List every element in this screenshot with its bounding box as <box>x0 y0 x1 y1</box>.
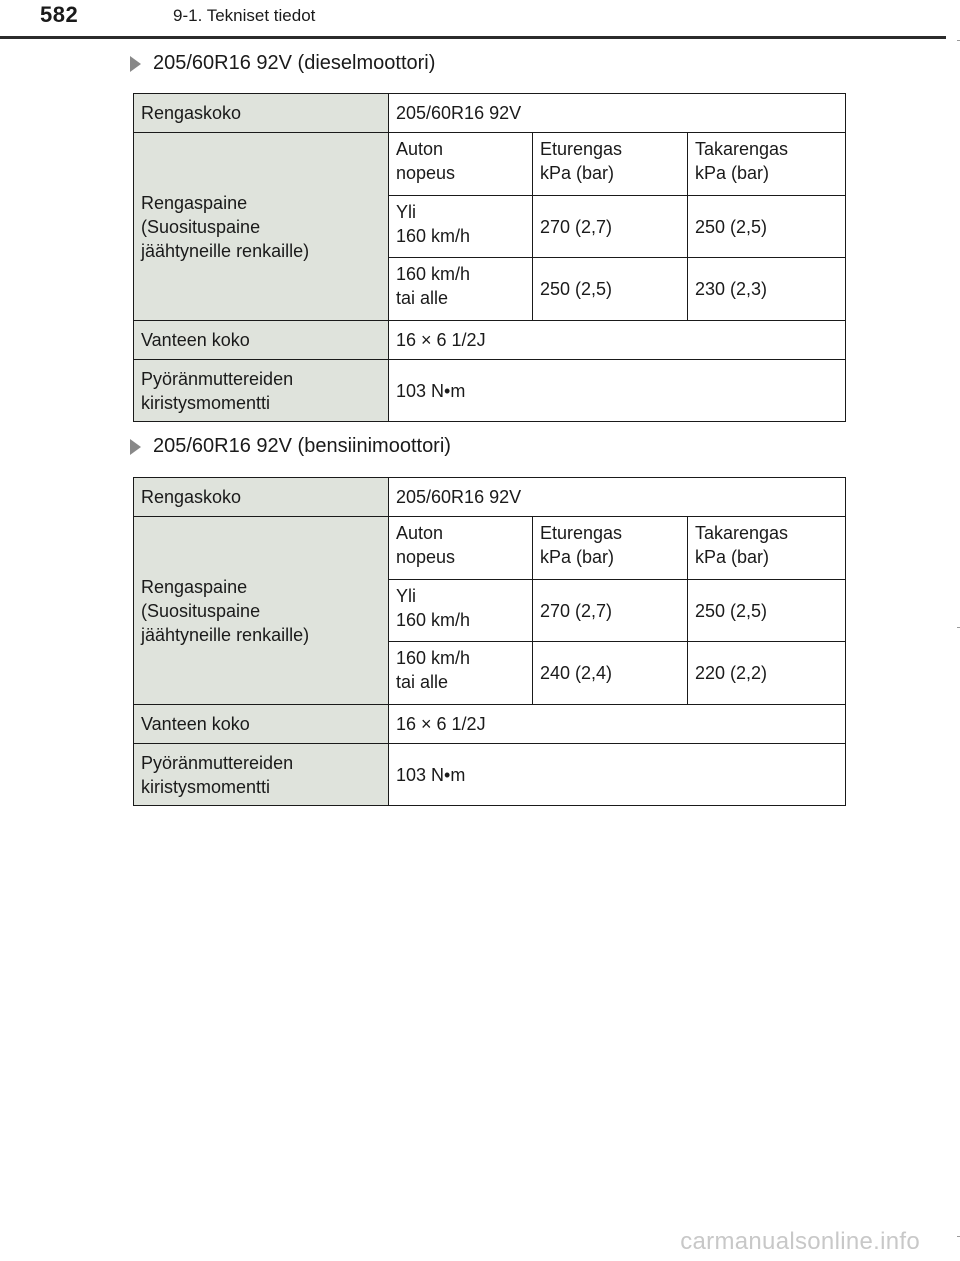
table-row <box>134 478 846 517</box>
page-number: 582 <box>40 2 79 27</box>
col-header-rear: Takarengas kPa (bar) <box>688 517 846 580</box>
rear-pressure-cell: 230 (2,3) <box>688 258 846 321</box>
table-row <box>134 360 846 422</box>
speed-cell: Yli 160 km/h <box>389 196 533 258</box>
rim-size-value: 16 × 6 1/2J <box>389 705 846 744</box>
front-pressure-cell: 250 (2,5) <box>533 258 688 321</box>
torque-label: Pyöränmuttereiden kiristysmomentti <box>134 360 389 422</box>
col-header-rear: Takarengas kPa (bar) <box>688 133 846 196</box>
torque-value: 103 N•m <box>389 360 846 422</box>
pressure-label: Rengaspaine (Suosituspaine jäähtyneille renkaille) <box>134 133 389 321</box>
subheading-text: 205/60R16 92V (dieselmoottori) <box>153 52 436 74</box>
col-header-front: Eturengas kPa (bar) <box>533 517 688 580</box>
table-row <box>134 517 846 580</box>
table-row <box>134 705 846 744</box>
torque-label: Pyöränmuttereiden kiristysmomentti <box>134 744 389 806</box>
tire-size-label: Rengaskoko <box>134 478 389 517</box>
front-pressure-cell: 270 (2,7) <box>533 580 688 642</box>
watermark: carmanualsonline.info <box>680 1228 920 1255</box>
header-divider <box>0 36 946 39</box>
subheading-text: 205/60R16 92V (bensiinimoottori) <box>153 435 451 457</box>
tire-size-value: 205/60R16 92V <box>389 94 846 133</box>
triangle-bullet-icon <box>130 439 141 455</box>
tire-size-value: 205/60R16 92V <box>389 478 846 517</box>
tire-spec-table-diesel <box>133 93 846 422</box>
col-header-speed: Auton nopeus <box>389 517 533 580</box>
front-pressure-cell: 240 (2,4) <box>533 642 688 705</box>
col-header-front: Eturengas kPa (bar) <box>533 133 688 196</box>
subheading-petrol <box>130 435 451 458</box>
speed-cell: 160 km/h tai alle <box>389 258 533 321</box>
rim-size-label: Vanteen koko <box>134 705 389 744</box>
rear-pressure-cell: 220 (2,2) <box>688 642 846 705</box>
torque-value: 103 N•m <box>389 744 846 806</box>
tire-size-label: Rengaskoko <box>134 94 389 133</box>
table-row <box>134 94 846 133</box>
table-row <box>134 133 846 196</box>
col-header-speed: Auton nopeus <box>389 133 533 196</box>
front-pressure-cell: 270 (2,7) <box>533 196 688 258</box>
subheading-diesel <box>130 52 435 75</box>
triangle-bullet-icon <box>130 56 141 72</box>
rim-size-label: Vanteen koko <box>134 321 389 360</box>
tire-spec-table-petrol <box>133 477 846 806</box>
speed-cell: Yli 160 km/h <box>389 580 533 642</box>
pressure-label: Rengaspaine (Suosituspaine jäähtyneille renkaille) <box>134 517 389 705</box>
table-row <box>134 744 846 806</box>
table-row <box>134 321 846 360</box>
rim-size-value: 16 × 6 1/2J <box>389 321 846 360</box>
speed-cell: 160 km/h tai alle <box>389 642 533 705</box>
section-title: 9-1. Tekniset tiedot <box>173 6 316 25</box>
rear-pressure-cell: 250 (2,5) <box>688 580 846 642</box>
rear-pressure-cell: 250 (2,5) <box>688 196 846 258</box>
